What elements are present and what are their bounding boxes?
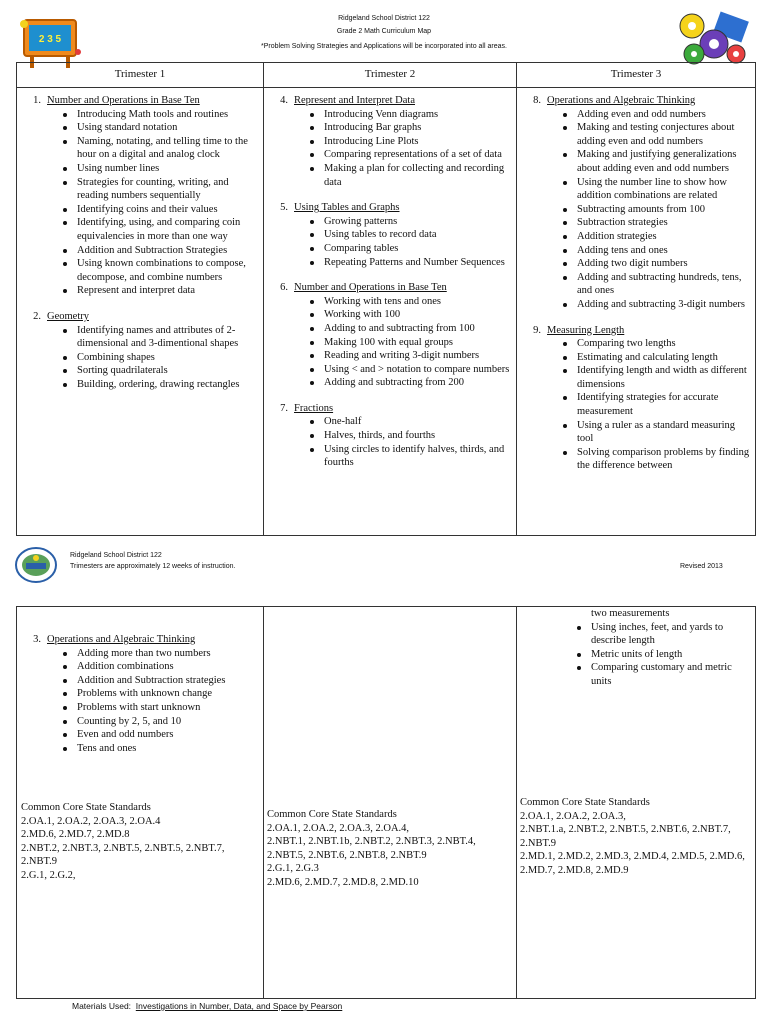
curriculum-section xyxy=(519,94,753,312)
section-heading xyxy=(19,633,259,647)
ccss-line: 2.NBT.1, 2.NBT.1b, 2.NBT.2, 2.NBT.3, 2.NBT.4, 2.NBT.5, 2.NBT.6, 2.NBT.8, 2.NBT.9 xyxy=(267,836,476,861)
topic-item: Problems with unknown change xyxy=(77,687,259,701)
topic-item: Tens and ones xyxy=(77,742,259,756)
ccss-block-1 xyxy=(21,801,257,883)
section-number: 5. xyxy=(280,202,288,214)
materials-used xyxy=(72,1001,342,1011)
topic-item: Addition and Subtraction strategies xyxy=(77,674,259,688)
topic-list xyxy=(266,415,514,469)
topic-item: Using number lines xyxy=(77,162,259,176)
topic-item: Adding two digit numbers xyxy=(577,257,753,271)
topic-item: Combining shapes xyxy=(77,351,259,365)
section-heading xyxy=(266,201,514,215)
section-title: Operations and Algebraic Thinking xyxy=(47,634,196,645)
section-title: Fractions xyxy=(294,402,334,414)
topic-item: Naming, notating, and telling time to the hour on a digital and analog clock xyxy=(77,135,259,162)
topic-item: Using a ruler as a standard measuring tool xyxy=(577,419,753,446)
district-name: Ridgeland School District 122 xyxy=(338,15,430,22)
topic-item: Solving comparison problems by finding the difference between xyxy=(577,446,753,473)
materials-title: Investigations in Number, Data, and Space by Pearson xyxy=(135,1001,343,1011)
curriculum-section xyxy=(19,94,259,298)
ccss-title: Common Core State Standards xyxy=(21,802,151,813)
curriculum-section xyxy=(19,633,259,755)
ccss-line: 2.NBT.2, 2.NBT.3, 2.NBT.5, 2.NBT.5, 2.NBT.7, 2.NBT.9 xyxy=(21,842,225,868)
chalkboard-digits: 2 3 5 xyxy=(38,34,62,45)
trimester-3-continued xyxy=(519,607,753,689)
topic-item: One-half xyxy=(324,415,514,429)
topic-list xyxy=(519,337,753,473)
topic-list xyxy=(19,647,259,756)
ccss-line: 2.MD.6, 2.MD.7, 2.MD.8, 2.MD.10 xyxy=(267,876,419,888)
section-heading xyxy=(266,281,514,295)
topic-item: Represent and interpret data xyxy=(77,284,259,298)
topic-item: Metric units of length xyxy=(591,648,753,662)
topic-item: Comparing two lengths xyxy=(577,337,753,351)
curriculum-table-page1 xyxy=(16,62,756,536)
topic-item: Subtracting amounts from 100 xyxy=(577,203,753,217)
page-title: Grade 2 Math Curriculum Map xyxy=(336,28,432,35)
ccss-line: 2.OA.1, 2.OA.2, 2.OA.3, 2.OA.4 xyxy=(21,815,161,827)
topic-item: Subtraction strategies xyxy=(577,216,753,230)
topic-item: Introducing Line Plots xyxy=(324,135,514,149)
section-number: 6. xyxy=(280,282,288,294)
section-number: 7. xyxy=(280,402,288,414)
topic-item: Using standard notation xyxy=(77,121,259,135)
topic-item: Making and justifying generalizations about adding even and odd numbers xyxy=(577,148,753,175)
topic-item: Using tables to record data xyxy=(324,228,514,242)
ccss-line: 2.G.1, 2.G.2, xyxy=(21,869,76,881)
topic-item: Addition and Subtraction Strategies xyxy=(77,244,259,258)
curriculum-section xyxy=(519,324,753,474)
topic-item: Using the number line to show how addition combinations are related xyxy=(577,176,753,203)
topic-item: Adding more than two numbers xyxy=(77,647,259,661)
trimester-1-column xyxy=(19,94,259,403)
topic-item: Introducing Bar graphs xyxy=(324,121,514,135)
section-heading xyxy=(266,94,514,108)
section-number: 4. xyxy=(280,95,288,106)
topic-item: Using < and > notation to compare numbers xyxy=(324,363,514,377)
materials-label: Materials Used: xyxy=(72,1001,132,1011)
section-number: 3. xyxy=(33,634,41,645)
topic-item: Using circles to identify halves, thirds, and fourths xyxy=(324,443,514,470)
section-heading xyxy=(19,94,259,108)
ccss-block-2 xyxy=(267,808,511,890)
trimester-3-header: Trimester 3 xyxy=(610,68,662,80)
topic-list xyxy=(19,324,259,392)
section-title: Using Tables and Graphs xyxy=(294,202,400,214)
curriculum-section xyxy=(266,281,514,390)
topic-item: Adding and subtracting hundreds, tens, and ones xyxy=(577,271,753,298)
section-title: Geometry xyxy=(47,310,89,322)
topic-item: Using inches, feet, and yards to describe length xyxy=(591,621,753,648)
topic-item: Repeating Patterns and Number Sequences xyxy=(324,256,514,270)
topic-list xyxy=(266,215,514,269)
topic-item: Addition combinations xyxy=(77,660,259,674)
ccss-line: 2.NBT.1.a, 2.NBT.2, 2.NBT.5, 2.NBT.6, 2.NBT.7, 2.NBT.9 xyxy=(520,824,731,849)
topic-item: Making and testing conjectures about adding even and odd numbers xyxy=(577,121,753,148)
curriculum-section xyxy=(266,201,514,269)
section-title: Represent and Interpret Data xyxy=(294,95,415,106)
topic-item: Adding to and subtracting from 100 xyxy=(324,322,514,336)
topic-item: Adding and subtracting 3-digit numbers xyxy=(577,298,753,312)
section-heading xyxy=(266,402,514,416)
topic-item: Halves, thirds, and fourths xyxy=(324,429,514,443)
topic-item: Comparing representations of a set of data xyxy=(324,148,514,162)
topic-list xyxy=(519,108,753,312)
section-title: Number and Operations in Base Ten xyxy=(47,95,200,106)
topic-item: Making 100 with equal groups xyxy=(324,336,514,350)
topic-item: Even and odd numbers xyxy=(77,728,259,742)
topic-item: Working with 100 xyxy=(324,308,514,322)
curriculum-section xyxy=(266,94,514,189)
section-number: 8. xyxy=(533,95,541,106)
topic-item: Identifying names and attributes of 2-dimensional and 3-dimentional shapes xyxy=(77,324,259,351)
section-title: Number and Operations in Base Ten xyxy=(294,282,447,294)
topic-item: Identifying strategies for accurate measurement xyxy=(577,391,753,418)
topic-item: Making a plan for collecting and recording data xyxy=(324,162,514,189)
ccss-line: 2.MD.6, 2.MD.7, 2.MD.8 xyxy=(21,829,130,841)
topic-list xyxy=(19,108,259,298)
topic-item: Reading and writing 3-digit numbers xyxy=(324,349,514,363)
trimester-duration-note: Trimesters are approximately 12 weeks of instruction. xyxy=(70,563,236,570)
ccss-line: 2.MD.1, 2.MD.2, 2.MD.3, 2.MD.4, 2.MD.5, 2.MD.6, 2.MD.7, 2.MD.8, 2.MD.9 xyxy=(520,851,745,876)
revised-date: Revised 2013 xyxy=(680,563,723,570)
trimester-1-continued xyxy=(19,633,259,767)
topic-item: Estimating and calculating length xyxy=(577,351,753,365)
topic-item: Identifying coins and their values xyxy=(77,203,259,217)
ccss-block-3 xyxy=(520,796,752,878)
topic-item: Identifying, using, and comparing coin equivalencies in more than one way xyxy=(77,216,259,243)
district-seal-icon xyxy=(14,545,58,585)
continued-text: two measurements xyxy=(591,608,670,619)
topic-item: Introducing Math tools and routines xyxy=(77,108,259,122)
topic-item: Sorting quadrilaterals xyxy=(77,364,259,378)
trimester-3-column xyxy=(519,94,753,485)
topic-item: Growing patterns xyxy=(324,215,514,229)
topic-item: Adding and subtracting from 200 xyxy=(324,376,514,390)
section-heading xyxy=(19,310,259,324)
section-number: 1. xyxy=(33,95,41,106)
topic-list xyxy=(266,295,514,390)
ccss-line: 2.OA.1, 2.OA.2, 2.OA.3, 2.OA.4, xyxy=(267,822,410,834)
section-title: Operations and Algebraic Thinking xyxy=(547,95,696,106)
topic-item: Identifying length and width as different dimensions xyxy=(577,364,753,391)
topic-item: Problems with start unknown xyxy=(77,701,259,715)
curriculum-section xyxy=(19,310,259,392)
topic-item: Comparing tables xyxy=(324,242,514,256)
curriculum-table-page2 xyxy=(16,606,756,999)
problem-solving-note: *Problem Solving Strategies and Applications will be incorporated into all areas. xyxy=(261,43,507,50)
topic-item: Counting by 2, 5, and 10 xyxy=(77,715,259,729)
topic-item: Working with tens and ones xyxy=(324,295,514,309)
topic-item: Building, ordering, drawing rectangles xyxy=(77,378,259,392)
section-number: 9. xyxy=(533,324,541,336)
ccss-line: 2.OA.1, 2.OA.2, 2.OA.3, xyxy=(520,810,626,822)
trimester-2-column xyxy=(266,94,514,482)
ccss-title: Common Core State Standards xyxy=(267,809,397,820)
section-heading xyxy=(519,324,753,338)
topic-item: Using known combinations to compose, decompose, and combine numbers xyxy=(77,257,259,284)
ccss-line: 2.G.1, 2.G.3 xyxy=(267,863,319,875)
topic-item: Introducing Venn diagrams xyxy=(324,108,514,122)
topic-item: Addition strategies xyxy=(577,230,753,244)
ccss-title: Common Core State Standards xyxy=(520,797,650,808)
footer-district-name: Ridgeland School District 122 xyxy=(70,552,162,559)
trimester-1-header: Trimester 1 xyxy=(114,68,166,80)
topic-item: Adding tens and ones xyxy=(577,244,753,258)
topic-item: Comparing customary and metric units xyxy=(591,661,753,688)
topic-list xyxy=(266,108,514,190)
section-title: Measuring Length xyxy=(547,324,625,336)
curriculum-section xyxy=(266,402,514,470)
section-heading xyxy=(519,94,753,108)
section-number: 2. xyxy=(33,310,41,322)
topic-item: Strategies for counting, writing, and reading numbers sequentially xyxy=(77,176,259,203)
trimester-2-header: Trimester 2 xyxy=(364,68,416,80)
topic-item: Adding even and odd numbers xyxy=(577,108,753,122)
